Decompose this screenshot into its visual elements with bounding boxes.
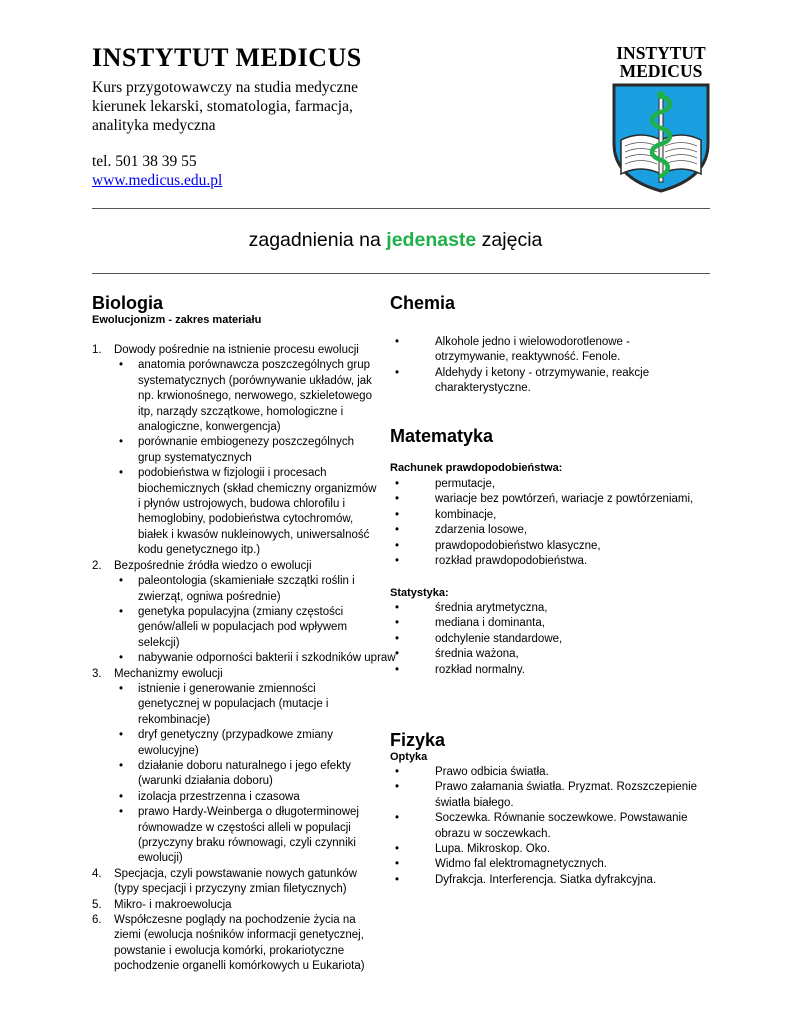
section-title-fizyka: Fizyka <box>390 730 446 750</box>
item-text: Dowody pośrednie na istnienie procesu ewolucji <box>114 344 359 356</box>
sub-list-item <box>114 466 380 558</box>
sub-item-text: dryf genetyczny (przypadkowe zmiany ewolucyjne) <box>138 729 333 757</box>
website-link[interactable]: www.medicus.edu.pl <box>92 172 223 189</box>
list-item <box>92 867 380 898</box>
section-title-matematyka: Matematyka <box>390 426 494 446</box>
header-divider <box>92 208 710 209</box>
section-title-chemia: Chemia <box>390 293 456 313</box>
item-text: Widmo fal elektromagnetycznych. <box>435 858 607 871</box>
subtitle-line: kierunek lekarski, stomatologia, farmacja, <box>92 98 353 115</box>
sub-list-item <box>114 605 380 651</box>
item-text: odchylenie standardowe, <box>435 632 563 645</box>
item-text: Dyfrakcja. Interferencja. Siatka dyfrakcyjna. <box>435 873 657 886</box>
sub-item-text: istnienie i generowanie zmienności genetycznej w populacjach (mutacje i rekombinacje) <box>138 682 329 726</box>
item-text: Prawo odbicia światła. <box>435 766 549 778</box>
sub-list-item <box>114 682 380 728</box>
sub-item-text: prawo Hardy-Weinberga o długoterminowej równowadze w częstości alleli w populacji (przyczyny braku równowagi, czyli czynniki ewolucji) <box>138 806 359 865</box>
institute-logo <box>602 44 720 196</box>
item-text: Aldehydy i ketony - otrzymywanie, reakcje charakterystyczne. <box>435 366 650 395</box>
list-item <box>390 780 706 811</box>
page-heading <box>0 229 791 252</box>
list-item <box>390 601 706 616</box>
item-text: Lupa. Mikroskop. Oko. <box>435 843 551 856</box>
logo-text-line2: MEDICUS <box>619 61 703 81</box>
item-text: Specjacja, czyli powstawanie nowych gatunków (typy specjacji i przyczyny zmian filetycznych) <box>114 867 357 896</box>
heading-highlight: jedenaste <box>386 229 477 251</box>
institute-title: INSTYTUT MEDICUS <box>92 43 362 72</box>
subtitle-line: Kurs przygotowawczy na studia medyczne <box>92 79 358 96</box>
sub-list-item <box>114 435 380 466</box>
list-item <box>390 366 706 397</box>
sub-list-item <box>114 759 380 790</box>
list-item <box>390 647 706 662</box>
item-number: 1. <box>92 344 102 356</box>
list-item <box>390 492 706 507</box>
item-text: kombinacje, <box>435 508 497 521</box>
math-group1-list <box>390 477 706 569</box>
logo-text-line1: INSTYTUT <box>616 43 706 63</box>
section-title-biologia: Biologia <box>92 293 163 313</box>
item-text: Mechanizmy ewolucji <box>114 667 223 680</box>
section-subtitle-fizyka: Optyka <box>390 751 428 763</box>
math-group-title: Statystyka: <box>390 587 449 599</box>
list-item <box>390 508 706 523</box>
sub-item-text: paleontologia (skamieniałe szczątki roślin i zwierząt, ogniwa pośrednie) <box>138 575 355 603</box>
fizyka-list <box>390 765 706 888</box>
item-number: 6. <box>92 914 102 927</box>
sub-item-text: porównanie embiogenezy poszczególnych grup systematycznych <box>138 436 355 464</box>
list-item <box>390 477 706 492</box>
list-item <box>390 765 706 780</box>
item-text: średnia ważona, <box>435 648 519 661</box>
sub-item-text: anatomia porównawcza poszczególnych grup systematycznych (porównywanie układów, jak np. krwionośnego, nerwowego, szkieletowego itp, narządy szczątkowe, homologiczne i analogiczne, konwergencja) <box>138 359 372 434</box>
list-item <box>390 539 706 554</box>
list-item <box>390 663 706 678</box>
sub-list-item <box>114 805 380 867</box>
list-item <box>390 616 706 631</box>
item-text: rozkład prawdopodobieństwa. <box>435 555 588 568</box>
item-number: 5. <box>92 898 102 911</box>
sub-list-item <box>114 358 380 435</box>
sub-list-item <box>114 728 380 759</box>
subtitle-line: analityka medyczna <box>92 117 216 134</box>
heading-divider <box>92 273 710 274</box>
item-text: Prawo załamania światła. Pryzmat. Rozszczepienie światła białego. <box>435 781 698 809</box>
list-item <box>390 632 706 647</box>
list-item <box>92 898 380 913</box>
biologia-list <box>92 343 396 975</box>
list-item <box>92 559 396 667</box>
item-text: wariacje bez powtórzeń, wariacje z powtórzeniami, <box>435 493 694 506</box>
item-text: średnia arytmetyczna, <box>435 602 548 614</box>
sub-list-item <box>114 574 380 605</box>
sub-list-item <box>114 790 380 805</box>
sub-list-item <box>114 651 396 666</box>
item-number: 4. <box>92 867 102 880</box>
phone-number: tel. 501 38 39 55 <box>92 153 197 170</box>
section-subtitle-biologia: Ewolucjonizm - zakres materiału <box>92 314 262 326</box>
list-item <box>92 343 380 559</box>
sub-item-text: izolacja przestrzenna i czasowa <box>138 790 300 803</box>
list-item <box>390 842 706 857</box>
list-item <box>390 523 706 538</box>
item-number: 2. <box>92 559 102 572</box>
item-text: Alkohole jedno i wielowodorotlenowe - otrzymywanie, reaktywność. Fenole. <box>435 336 630 364</box>
sub-item-text: podobieństwa w fizjologii i procesach biochemicznych (skład chemiczny organizmów i płynów ustrojowych, budowa chlorofilu i hemoglobiny, podobieństwa cytochromów, białek i kwasów nukleinowych, uniwersalność kodu genetycznego itp.) <box>138 467 377 557</box>
math-group-title: Rachunek prawdopodobieństwa: <box>390 462 563 474</box>
sub-item-text: działanie doboru naturalnego i jego efekty (warunki działania doboru) <box>138 759 351 788</box>
list-item <box>390 857 706 872</box>
item-text: Soczewka. Równanie soczewkowe. Powstawanie obrazu w soczewkach. <box>435 812 688 840</box>
institute-subtitle <box>92 78 412 135</box>
list-item <box>390 811 706 842</box>
item-text: zdarzenia losowe, <box>435 524 528 537</box>
item-text: mediana i dominanta, <box>435 617 545 630</box>
heading-prefix: zagadnienia na <box>248 229 387 251</box>
list-item <box>390 873 706 888</box>
item-number: 3. <box>92 667 102 680</box>
item-text: permutacje, <box>435 478 496 490</box>
item-text: Mikro- i makroewolucja <box>114 898 232 911</box>
chemia-list <box>390 335 706 397</box>
list-item <box>92 913 380 975</box>
sub-item-text: nabywanie odporności bakterii i szkodników upraw <box>138 652 396 665</box>
sub-item-text: genetyka populacyjna (zmiany częstości genów/alleli w populacjach pod wpływem selekcji) <box>138 605 348 649</box>
heading-suffix: zajęcia <box>476 229 543 251</box>
math-group2-list <box>390 601 706 678</box>
list-item <box>390 554 706 569</box>
list-item <box>390 335 706 366</box>
item-text: rozkład normalny. <box>435 663 525 676</box>
item-text: Bezpośrednie źródła wiedzo o ewolucji <box>114 559 312 572</box>
item-text: Współczesne poglądy na pochodzenie życia na ziemi (ewolucja nośników informacji genetycznej, powstanie i ewolucja komórki, prokariotyczne pochodzenie organelli komórkowych u Eukariota) <box>114 914 365 973</box>
item-text: prawdopodobieństwo klasyczne, <box>435 539 601 552</box>
shield-emblem-icon <box>611 82 711 194</box>
list-item <box>92 667 380 867</box>
